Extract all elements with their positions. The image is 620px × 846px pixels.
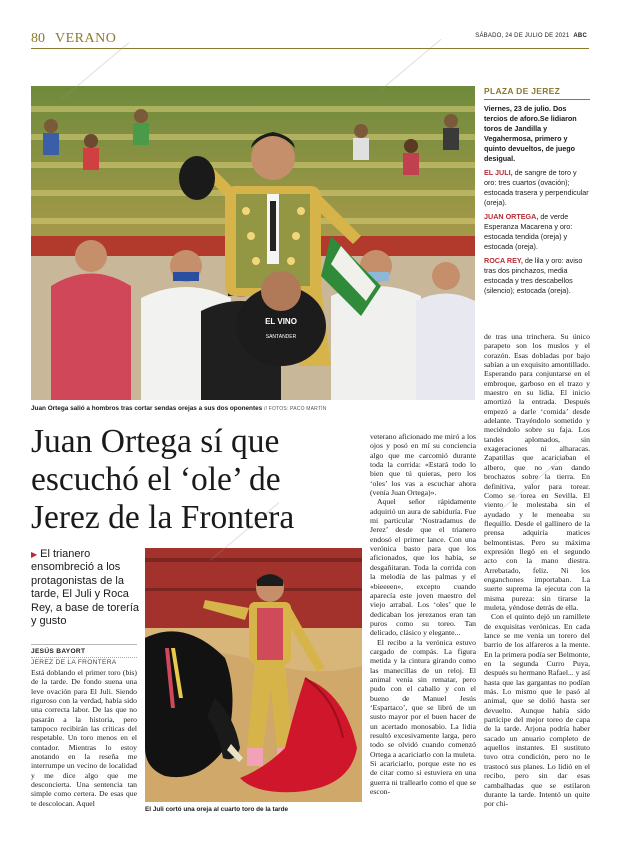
section-title: VERANO — [55, 31, 117, 46]
date: SÁBADO, 24 DE JULIO DE 2021 — [475, 33, 570, 39]
sidebar-entry — [484, 212, 590, 252]
body-paragraph: veterano aficionado me miró a los ojos y posó en mí su conciencia algo que me carcomió durante toda la corrida: «Estará todo lo bien que tú quieras, pero los ‘oles’ los vas a escuchar ahora (venía Juan Ortega)». — [370, 432, 476, 498]
body-column-3 — [370, 432, 476, 818]
results-sidebar — [484, 86, 590, 300]
body-paragraph: de tras una trinchera. Su único parapeto son los muslos y el corazón. Esas dobladas por bajo sabían a un exquisito amontillado. Esperando para conjuntarse en el embroque, garboso en el trazo y maestro en su lidia. El inicio amortizó la entrada. Después empezó a darle ‘comida’ desde adelante. Trayéndolo sometido y meciéndolo sobre su faja. Los tandes aplomados, sin exageraciones ni alharacas. Zapatillas que acariciaban el albero, que no van dando brochazos sobre la tierra. En definitiva, valor para torear. Como se torea en Sevilla. El viento le molestaba sin el ayudado y le meneaba su flequillo. Desde el gallinero de la prensa adquiría matices belmontistas. Pero su máxima expresión llegó en el segundo acto con la mano diestra. Arrebatado, feliz. Ni los enganchones importaban. La suerte suprema la ejecuta con la misma pureza: sin tirarse la muleta, yéndose detrás de ella. — [484, 332, 590, 612]
header-rule — [31, 48, 589, 49]
article-headline: Juan Ortega sí que escuchó el ‘ole’ de Jerez de la Frontera — [31, 423, 295, 536]
author-name: JESÚS BAYORT — [31, 648, 86, 655]
bullfighter-result: de sangre de toro y oro: tres cuartos (ovación); estocada trasera y perpendicular (oreja). — [484, 168, 589, 207]
standfirst — [31, 548, 141, 628]
standfirst-text: El trianero ensombreció a los protagonistas de la tarde, El Juli y Roca Rey, a base de torería y gusto — [31, 548, 140, 628]
sidebar-body — [484, 104, 590, 296]
body-paragraph: El recibo a la verónica estuvo cargado de compás. La figura metida y la cintura girando como las manecillas de un reloj. El animal venía sin rematar, pero pudo con el caballo y con el bueno de Manuel Jesús ‘Espartaco’, que se libró de un susto mayor por el buen hacer de un acertado monosabio. La lidia resultó excesivamente larga, pero todo se olvidó cuando comenzó Ortega a acariciarlo con la muleta. Si acariciarlo, porque este no es de citar como si estuviera en una guerra ni trallearlo como el que se escon- — [370, 637, 476, 797]
bullfighter-name: ROCA REY, — [484, 256, 523, 265]
byline — [31, 644, 137, 668]
photo-credit: // FOTOS: PACO MARTÍN — [263, 406, 327, 412]
arrow-icon: ▶ — [31, 550, 38, 559]
sidebar-entry — [484, 168, 590, 208]
bullfight-photo-caption: El Juli cortó una oreja al cuarto toro de la tarde — [145, 806, 289, 813]
watermark-line — [380, 39, 442, 91]
shirt-text-sub: SANTANDER — [265, 334, 297, 340]
bullfight-photo — [145, 548, 362, 802]
sidebar-title: PLAZA DE JEREZ — [484, 86, 590, 100]
page-number: 80 — [31, 31, 45, 46]
main-photo — [31, 86, 475, 400]
shirt-text: EL VINO — [265, 317, 297, 326]
dateline — [475, 33, 587, 39]
sidebar-entry — [484, 256, 590, 296]
body-column-4 — [484, 332, 590, 818]
bullfighter-result: de verde Esperanza Macarena y oro: estocada tendida (oreja) y estocada (oreja). — [484, 212, 573, 251]
bullfighter-name: EL JULI, — [484, 168, 513, 177]
bullfighter-result: de lila y oro: aviso tras dos pinchazos, media estocada y tres descabellos (silencio); estocada (oreja). — [484, 256, 583, 295]
sidebar-intro: Viernes, 23 de julio. Dos tercios de aforo.Se lidiaron toros de Jandilla y Vegahermosa, primero y quinto devueltos, de juego desigual. — [484, 104, 577, 163]
caption-text: Juan Ortega salió a hombros tras cortar sendas orejas a sus dos oponentes — [31, 405, 263, 412]
bullfighter-name: JUAN ORTEGA, — [484, 212, 539, 221]
body-column-1 — [31, 668, 137, 818]
body-paragraph: Aquel señor rápidamente adquirió un aura de sabiduría. Fue mi particular ‘Nostradamus de Jerez’ desde que el trianero endosó el primer lance. Con una verónica basto para que los aficionados, que los había, se desgañitaran. Toda la corrida con la melodía de las palmas y el «bieeeen», excepto cuando aparecía este joven maestro del viejo arrabal. Los ‘oles’ que le dedicaban los jerezanos eran tan puros como su toreo. Tan delicado, clásico y elegante... — [370, 497, 476, 638]
publication-name: ABC — [573, 33, 587, 39]
dateline-place: JEREZ DE LA FRONTERA — [31, 657, 137, 668]
body-paragraph: Con el quinto dejó un ramillete de exquisitas verónicas. En cada lance se me venía un torero del barrio de los alfareros a la mente. En la primera podía ser Belmonte, en la segunda Curro Puya, después su hermano Rafael... y así hasta que las gargantas no podían más. Lo mismo que le pasó al animal, que se dolió hasta ser devuelto. Aunque había sido partícipe del mejor toreo de capa de la tarde. Arjona podría haber sacado un anuario completo de aquellos instantes. El sustituto tuvo otra condición, pero no le trastocó sus planes. Lo lidió en el recibo, pero sin dar esas cambalhadas que se estilaron durante la tarde. Intentó un quite por chi- — [484, 612, 590, 809]
bullfight-illustration — [145, 548, 362, 802]
body-paragraph: Está doblando el primer toro (bis) de la tarde. De fondo suena una leve ovación para El Juli. Siendo riguroso con la verdad, había sido una correcta labor. De las que no pasarán a la historia, pero tampoco recibirán las críticas del respetable. Un toro menos en el contador. Mientras lo estoy anotando en la reseña me interrumpe un vecino de localidad y me dice algo que me desconcierta. Una sentencia tan simple como certera. De esas que te descolocan. Aquel — [31, 668, 137, 808]
main-photo-caption — [31, 405, 327, 412]
main-photo-illustration — [31, 86, 475, 400]
